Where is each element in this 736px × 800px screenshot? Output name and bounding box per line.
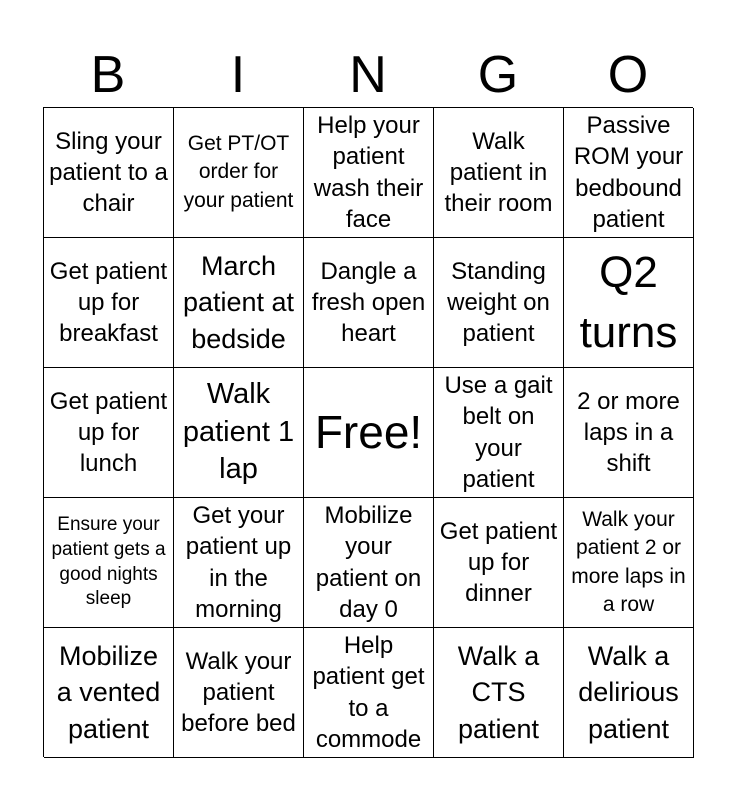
bingo-cell[interactable]: Sling your patient to a chair [44,108,174,238]
bingo-cell[interactable]: Help your patient wash their face [304,108,434,238]
bingo-cell[interactable]: Get your patient up in the morning [174,498,304,628]
bingo-cell[interactable]: Standing weight on patient [434,238,564,368]
bingo-cell[interactable]: Walk a CTS patient [434,628,564,758]
bingo-cell[interactable]: Passive ROM your bedbound patient [564,108,694,238]
bingo-cell[interactable]: 2 or more laps in a shift [564,368,694,498]
bingo-cell[interactable]: Use a gait belt on your patient [434,368,564,498]
header-letter-n: N [349,46,387,104]
bingo-cell[interactable]: Ensure your patient gets a good nights sleep [44,498,174,628]
header-letter-i: I [230,46,246,104]
bingo-grid [43,107,693,757]
bingo-cell[interactable]: Walk patient 1 lap [174,368,304,498]
bingo-cell[interactable]: March patient at bedside [174,238,304,368]
bingo-cell[interactable]: Get patient up for dinner [434,498,564,628]
bingo-cell[interactable]: Get patient up for breakfast [44,238,174,368]
bingo-cell[interactable]: Dangle a fresh open heart [304,238,434,368]
header-letter-b: B [90,46,126,104]
bingo-cell[interactable]: Walk your patient 2 or more laps in a row [564,498,694,628]
header-letter-g: G [477,46,519,104]
bingo-header [43,44,693,106]
bingo-cell[interactable]: Q2 turns [564,238,694,368]
bingo-cell[interactable]: Get PT/OT order for your patient [174,108,304,238]
header-letter-o: O [607,46,649,104]
bingo-cell[interactable]: Walk your patient before bed [174,628,304,758]
bingo-cell[interactable]: Help patient get to a commode [304,628,434,758]
free-space-cell[interactable]: Free! [304,368,434,498]
bingo-cell[interactable]: Mobilize a vented patient [44,628,174,758]
bingo-cell[interactable]: Walk a delirious patient [564,628,694,758]
bingo-cell[interactable]: Get patient up for lunch [44,368,174,498]
bingo-cell[interactable]: Mobilize your patient on day 0 [304,498,434,628]
bingo-cell[interactable]: Walk patient in their room [434,108,564,238]
